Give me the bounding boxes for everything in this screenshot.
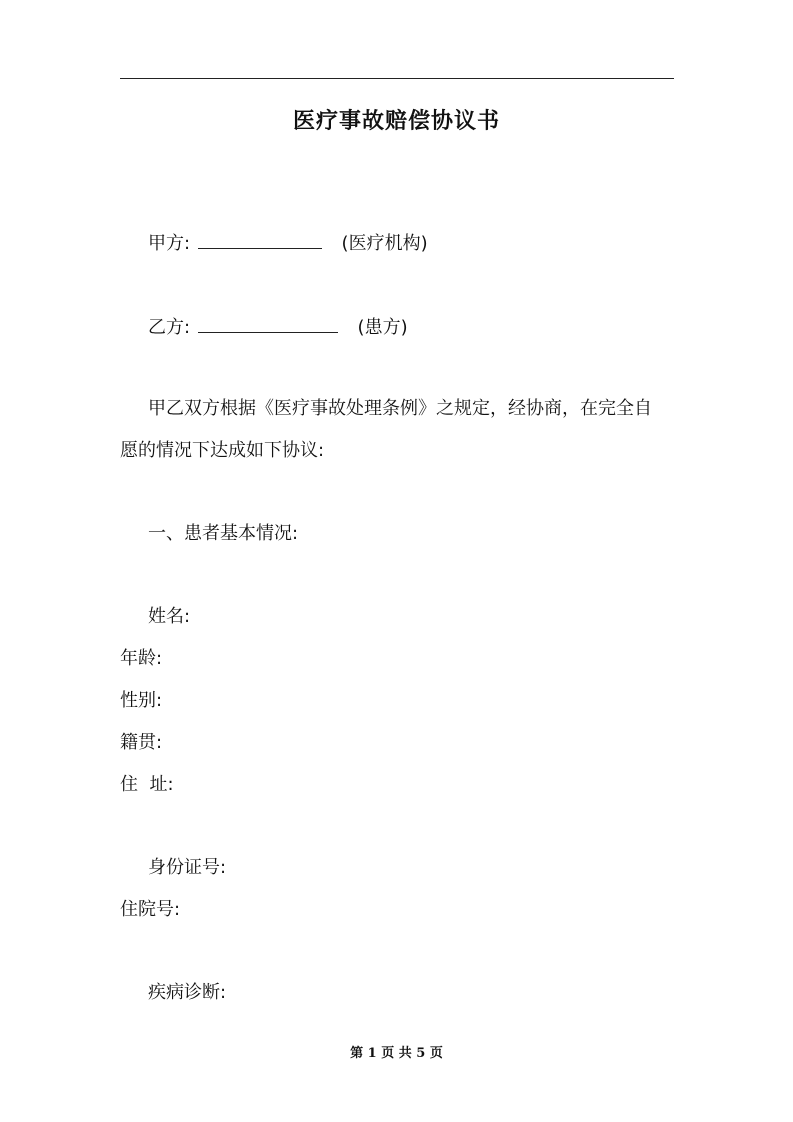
party-b-line: [148, 314, 408, 340]
intro-line-2: 愿的情况下达成如下协议:: [120, 440, 325, 461]
page-footer: 第 1 页 共 5 页: [350, 1046, 443, 1061]
party-a-label: 甲方:: [148, 233, 191, 254]
party-a-blank[interactable]: [198, 230, 322, 249]
section-heading: 一、患者基本情况:: [148, 523, 299, 544]
party-b-note: (患方): [357, 317, 408, 338]
field-hospital-no: 住院号:: [120, 899, 181, 920]
header-rule: [120, 78, 674, 79]
field-gender: 性别:: [120, 690, 163, 711]
party-a-line: [148, 230, 428, 256]
field-native-place: 籍贯:: [120, 732, 163, 753]
party-a-note: (医疗机构): [341, 233, 428, 254]
field-address: 住 址:: [120, 774, 174, 795]
field-diagnosis: 疾病诊断:: [148, 982, 227, 1003]
party-b-label: 乙方:: [148, 317, 191, 338]
field-age: 年龄:: [120, 648, 163, 669]
intro-line-1: 甲乙双方根据《医疗事故处理条例》之规定，经协商，在完全自: [148, 398, 652, 419]
document-title: 医疗事故赔偿协议书: [292, 109, 500, 134]
field-name: 姓名:: [148, 606, 191, 627]
field-id-number: 身份证号:: [148, 857, 227, 878]
party-b-blank[interactable]: [198, 314, 338, 333]
